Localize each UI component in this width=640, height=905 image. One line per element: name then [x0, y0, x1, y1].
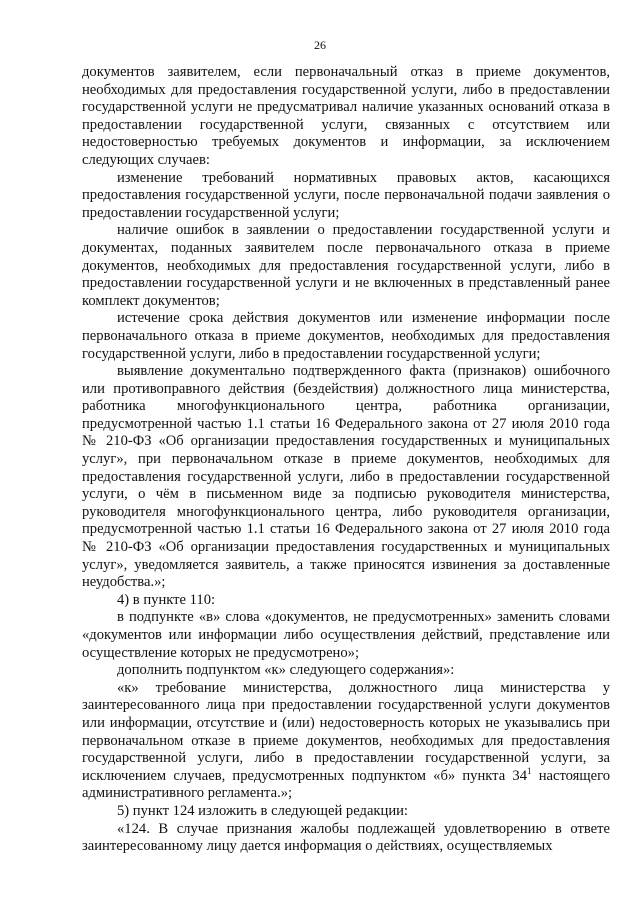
- paragraph: наличие ошибок в заявлении о предоставлении государственной услуги и документах, поданных заявителем после первоначального отказа в приеме документов, необходимых для предоставления государственной услуги, либо в предоставлении государственной услуги и не включенных в представленный ранее комплект документов;: [82, 222, 610, 309]
- paragraph: [82, 680, 610, 803]
- document-body: [82, 64, 610, 856]
- paragraph: 5) пункт 124 изложить в следующей редакции:: [117, 802, 408, 819]
- paragraph: в подпункте «в» слова «документов, не предусмотренных» заменить словами «документов или информации либо осуществления действий, представление или осуществление которых не предусмотрено»;: [82, 609, 610, 661]
- paragraph: изменение требований нормативных правовых актов, касающихся предоставления государственной услуги, после первоначальной подачи заявления о предоставлении государственной услуги;: [82, 169, 610, 221]
- paragraph: дополнить подпунктом «к» следующего содержания»:: [117, 662, 455, 679]
- paragraph: «124. В случае признания жалобы подлежащей удовлетворению в ответе заинтересованному лицу дается информация о действиях, осуществляемых: [82, 820, 610, 855]
- paragraph: истечение срока действия документов или изменение информации после первоначального отказа в приеме документов, необходимых для предоставления государственной услуги, либо в предоставлении государственной услуги;: [82, 310, 610, 362]
- paragraph: документов заявителем, если первоначальный отказ в приеме документов, необходимых для предоставления государственной услуги, либо в предоставлении государственной услуги не предусматривал наличие указанных оснований отказа в предоставлении государственной услуги, связанных с отсутствием или недостоверностью требуемых документов и информации, за исключением следующих случаев:: [82, 64, 610, 168]
- paragraph: выявление документально подтвержденного факта (признаков) ошибочного или противоправного действия (бездействия) должностного лица министерства, работника многофункционального центра, работника организации, предусмотренной частью 1.1 статьи 16 Федерального закона от 27 июля 2010 года № 210-ФЗ «Об организации предоставления государственных и муниципальных услуг», при первоначальном отказе в приеме документов, необходимых для предоставления государственной услуги, либо в предоставлении государственной услуги, о чём в письменном виде за подписью руководителя министерства, руководителя многофункционального центра, либо руководителя организации, предусмотренной частью 1.1 статьи 16 Федерального закона от 27 июля 2010 года № 210-ФЗ «Об организации предоставления государственных и муниципальных услуг», уведомляется заявитель, а также приносятся извинения за доставленные неудобства.»;: [82, 363, 610, 591]
- paragraph: 4) в пункте 110:: [117, 591, 216, 608]
- paragraph-text: «к» требование министерства, должностного лица министерства у заинтересованного лица при предоставлении государственной услуги документов или информации, отсутствие и (или) недостоверность которых не указывались при первоначальном отказе в приеме документов, необходимых для предоставления государственной услуги, либо в предоставлении государственной услуги, за исключением случаев, предусмотренных подпунктом «б» пункта 34: [82, 679, 610, 784]
- paragraph-text: настоящего административного регламента.»;: [82, 767, 611, 802]
- superscript: 1: [527, 765, 532, 776]
- page-number: 26: [314, 38, 326, 52]
